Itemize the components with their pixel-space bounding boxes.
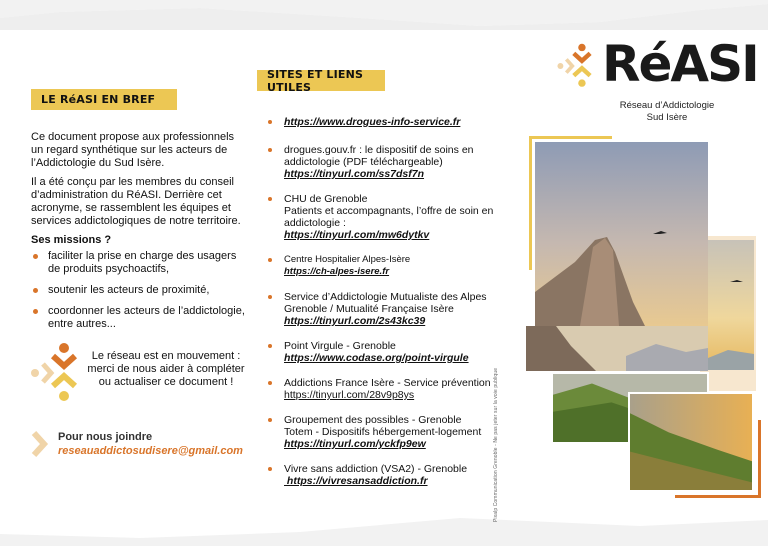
bullet-dot-icon xyxy=(268,381,272,385)
bullet-dot-icon xyxy=(33,288,38,293)
landscape-photo-lower-right xyxy=(628,392,754,492)
link-description: Vivre sans addiction (VSA2) - Grenoble xyxy=(284,463,468,475)
mission-item: faciliter la prise en charge des usagers de produits psychoactifs, xyxy=(31,250,246,276)
link-description: CHU de Grenoble Patients et accompagnants, l’offre de soin en addictologie : xyxy=(284,193,494,229)
bullet-dot-icon xyxy=(33,309,38,314)
link-item xyxy=(266,414,501,450)
reasi-brand-logo-icon xyxy=(553,43,599,89)
link-description: Addictions France Isère - Service prévention xyxy=(284,377,491,389)
contact-email-link[interactable]: reseauaddictosudisere@gmail.com xyxy=(58,445,243,457)
landscape-photo-top xyxy=(535,142,708,326)
contact-title: Pour nous joindre xyxy=(58,431,153,443)
link-url-ch-alpes-isere[interactable]: https://ch-alpes-isere.fr xyxy=(284,266,390,277)
bullet-dot-icon xyxy=(268,258,272,262)
link-item xyxy=(266,116,501,128)
network-message: Le réseau est en mouvement : merci de nous aider à compléter ou actualiser ce document ! xyxy=(87,350,245,388)
link-description: Groupement des possibles - Grenoble Totem - Dispositifs hébergement-logement xyxy=(284,414,482,438)
link-url-drogues-info-service[interactable]: https://www.drogues-info-service.fr xyxy=(284,116,461,128)
link-url-point-virgule[interactable]: https://www.codase.org/point-virgule xyxy=(284,352,469,364)
landscape-photo-right xyxy=(708,240,754,370)
link-url-vivre-sans-addiction[interactable]: https://vivresansaddiction.fr xyxy=(284,475,428,487)
link-item xyxy=(266,291,501,327)
missions-title: Ses missions ? xyxy=(31,234,112,246)
link-item xyxy=(266,193,501,241)
bullet-dot-icon xyxy=(268,418,272,422)
mission-item: soutenir les acteurs de proximité, xyxy=(31,284,246,297)
link-item xyxy=(266,340,501,364)
section-heading-links: SITES ET LIENS UTILES xyxy=(257,70,385,91)
mission-item: coordonner les acteurs de l’addictologie, entre autres... xyxy=(31,305,246,331)
brand-subtitle-1: Réseau d’Addictologie xyxy=(619,100,715,111)
bullet-dot-icon xyxy=(268,148,272,152)
bullet-dot-icon xyxy=(268,295,272,299)
brand-subtitle-2: Sud Isère xyxy=(646,112,688,123)
link-url-mutualite[interactable]: https://tinyurl.com/2s43kc39 xyxy=(284,315,426,327)
bullet-dot-icon xyxy=(268,197,272,201)
link-description: Centre Hospitalier Alpes-Isère xyxy=(284,254,411,265)
link-url-chu-grenoble[interactable]: https://tinyurl.com/mw6dytkv xyxy=(284,229,430,241)
bullet-dot-icon xyxy=(268,467,272,471)
landscape-photo-middle xyxy=(526,326,708,371)
bullet-dot-icon xyxy=(33,254,38,259)
link-description: Point Virgule - Grenoble xyxy=(284,340,396,352)
link-item xyxy=(266,377,501,401)
bullet-dot-icon xyxy=(268,344,272,348)
link-item xyxy=(266,254,501,278)
link-url-groupement[interactable]: https://tinyurl.com/yckfp9ew xyxy=(284,438,426,450)
link-description: drogues.gouv.fr : le dispositif de soins en addictologie (PDF téléchargeable) xyxy=(284,144,474,168)
intro-paragraph-1: Ce document propose aux professionnels un regard synthétique sur les acteurs de l’Addictologie du Sud Isère. xyxy=(31,131,235,169)
page-top-band xyxy=(0,0,768,30)
reasi-logo-icon xyxy=(31,342,81,404)
link-url-addictions-france[interactable]: https://tinyurl.com/28v9p8ys xyxy=(284,389,415,401)
link-url-drogues-gouv[interactable]: https://tinyurl.com/ss7dsf7n xyxy=(284,168,425,180)
missions-list xyxy=(31,250,246,339)
link-item xyxy=(266,463,501,487)
useful-links-list xyxy=(266,116,501,487)
intro-paragraph-2: Il a été conçu par les membres du conseil d’administration du RéASI. Derrière cet acronyme, se rassemblent les équipes et services addictologiques de notre territoire. xyxy=(31,176,241,227)
bullet-dot-icon xyxy=(268,120,272,124)
section-heading-about: LE RéASI EN BREF xyxy=(31,89,177,110)
printer-credit: Pixalp Communication Grenoble - Ne pas jeter sur la voie publique xyxy=(493,367,499,522)
link-item xyxy=(266,144,501,180)
brand-title: RéASI xyxy=(602,35,758,93)
chevron-right-icon xyxy=(31,430,49,458)
link-description: Service d’Addictologie Mutualiste des Alpes Grenoble / Mutualité Française Isère xyxy=(284,291,487,315)
